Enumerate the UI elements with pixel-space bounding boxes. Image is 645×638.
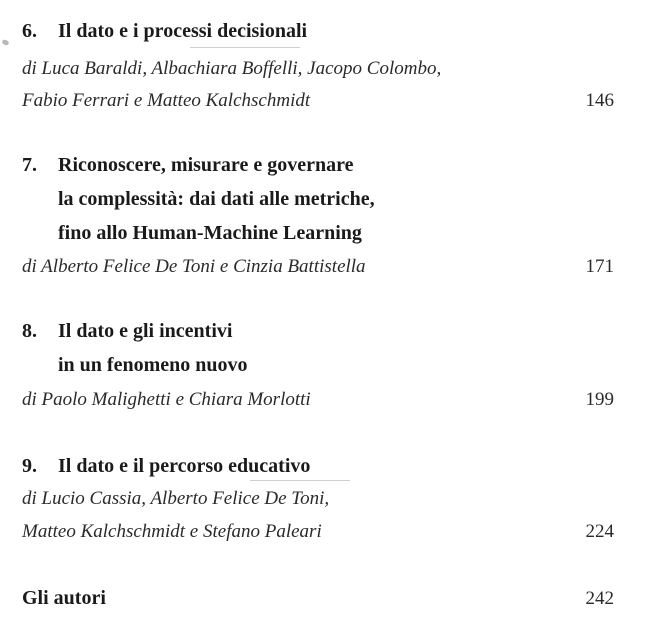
section-title: Gli autori: [22, 587, 106, 609]
chapter-title: Il dato e gli incentivi: [58, 320, 233, 342]
chapter-number: 7.: [22, 154, 37, 176]
chapter-title: Riconoscere, misurare e governare: [58, 154, 354, 176]
chapter-title: Il dato e il percorso educativo: [58, 455, 311, 477]
chapter-number: 8.: [22, 320, 37, 342]
page-number: 199: [585, 389, 614, 410]
chapter-authors: di Lucio Cassia, Alberto Felice De Toni,: [22, 488, 330, 509]
scan-mark: [190, 47, 300, 48]
chapter-title-line: [22, 154, 353, 177]
page-number: 146: [585, 90, 614, 111]
scan-mark: [250, 480, 350, 481]
chapter-number: 9.: [22, 455, 37, 477]
chapter-title: Il dato e i processi decisionali: [58, 20, 308, 42]
chapter-authors: di Paolo Malighetti e Chiara Morlotti: [22, 389, 311, 410]
chapter-title-line: [22, 20, 307, 43]
chapter-title: la complessità: dai dati alle metriche,: [58, 188, 375, 210]
chapter-authors: Fabio Ferrari e Matteo Kalchschmidt: [22, 90, 311, 111]
page-number: 224: [585, 521, 614, 542]
chapter-title: in un fenomeno nuovo: [58, 354, 248, 376]
chapter-authors: Matteo Kalchschmidt e Stefano Paleari: [22, 521, 322, 542]
scan-speck: [1, 39, 9, 46]
chapter-title: fino allo Human-Machine Learning: [58, 222, 362, 244]
chapter-title-line: [22, 320, 232, 343]
chapter-authors: di Alberto Felice De Toni e Cinzia Battistella: [22, 256, 366, 277]
chapter-number: 6.: [22, 20, 37, 42]
chapter-title-line: [22, 455, 310, 478]
page-number: 171: [585, 256, 614, 277]
page-number: 242: [585, 588, 614, 609]
chapter-authors: di Luca Baraldi, Albachiara Boffelli, Jacopo Colombo,: [22, 58, 442, 79]
